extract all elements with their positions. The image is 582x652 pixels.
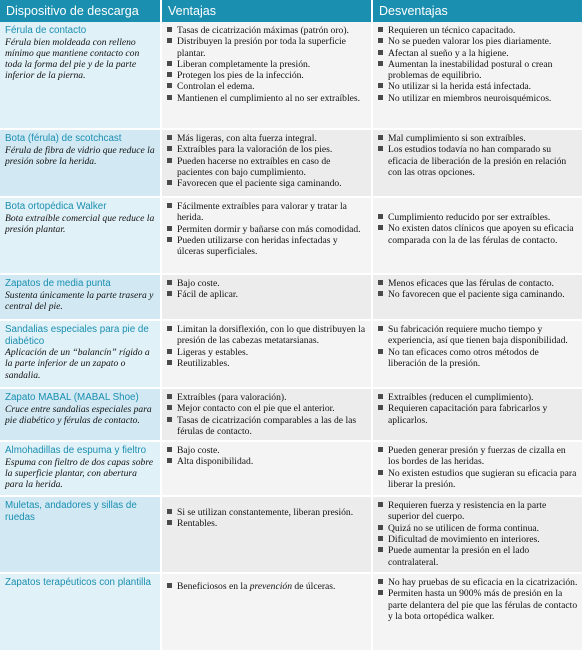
list-item-text: No favorecen que el paciente siga caminando. [388,289,565,301]
bullet-icon [167,237,172,242]
table-row [0,573,582,651]
device-cell [0,274,161,320]
list-item-text: No tan eficaces como otros métodos de liberación de la presión. [388,346,539,369]
bullet-icon [167,360,172,365]
list-item [378,534,578,545]
device-name: Sandalias especiales para pie de diabético [5,324,149,347]
list-item-text: Puede aumentar la presión en el lado contralateral. [388,545,530,568]
device-description: Espuma con fieltro de dos capas sobre la superficie plantar, con abertura para la herida. [5,456,153,491]
bullet-icon [167,509,172,514]
header-disadvantages: Desventajas [372,0,582,22]
list-item-text: Permiten hasta un 900% más de presión en la parte delantera del pie que las férulas de contacto y la bota ortopédica walker. [388,588,578,623]
list-item [378,212,578,223]
device-cell [0,22,161,129]
list-item-text: Bajo coste. [177,445,220,457]
list-item-text: Extraíbles (reducen el cumplimiento). [388,392,534,403]
list-item-text: Permiten dormir y bañarse con más comodidad. [177,223,361,235]
list-item [378,347,578,370]
table-header-row [0,0,582,22]
device-name: Bota ortopédica Walker [5,201,107,212]
table-row [0,129,582,197]
bullet-icon [378,579,383,584]
list-item-text: Fácil de aplicar. [177,289,239,301]
list-item [378,93,578,104]
bullet-icon [167,280,172,285]
device-name: Férula de contacto [5,25,87,36]
device-description: Bota extraíble comercial que reduce la presión plantar. [5,212,155,235]
list-item [167,289,367,300]
list-item [378,523,578,534]
list-item-text: Requieren capacitación para fabricarlos y aplicarlos. [388,403,548,426]
list-item [167,445,367,456]
advantages-cell [161,320,372,388]
disadvantages-cell [372,320,582,388]
list-item [378,133,578,144]
device-description: Cruce entre sandalias especiales para pie diabético y férulas de contacto. [5,403,152,426]
bullet-icon [167,326,172,331]
list-item-text: Pueden hacerse no extraíbles en caso de pacientes con bajo cumplimiento. [177,155,331,178]
list-item-text: Favorecen que el paciente siga caminando. [177,178,342,190]
list-item-text: Los estudios todavía no han comparado su eficacia de liberación de la presión en relación con las otras opciones. [388,144,567,178]
table-row [0,320,582,388]
device-name: Muletas, andadores y sillas de ruedas [5,500,137,523]
header-device: Dispositivo de descarga [0,0,161,22]
list-item-text: Si se utilizan constantemente, liberan presión. [177,507,354,519]
list-item [167,518,367,529]
bullet-icon [167,405,172,410]
disadvantages-cell [372,573,582,651]
list-item-text: Limitan la dorsiflexión, con lo que distribuyen la presión de las cabezas metatarsianas. [177,324,366,347]
list-item-text: Rentables. [177,518,218,530]
list-item [167,324,367,347]
list-item [167,144,367,155]
list-item [167,235,367,258]
disadvantages-cell [372,274,582,320]
bullet-icon [167,158,172,163]
list-item [378,59,578,82]
list-item-text: Tasas de cicatrización comparables a las de las férulas de contacto. [177,414,357,437]
bullet-icon [378,525,383,530]
list-item-text: Quizá no se utilicen de forma continua. [388,522,540,534]
advantages-cell [161,496,372,573]
list-item [167,358,367,369]
list-item [378,278,578,289]
bullet-icon [378,50,383,55]
advantages-cell [161,129,372,197]
list-item-text: No se pueden valorar los pies diariamente. [388,36,552,48]
bullet-icon [378,536,383,541]
list-item [378,289,578,300]
list-item [167,415,367,438]
list-item [167,201,367,224]
device-name: Zapatos terapéuticos con plantilla [5,577,151,589]
bullet-icon [167,583,172,588]
list-item-text: Extraíbles (para valoración). [177,392,287,403]
bullet-icon [378,547,383,552]
list-item-text: No hay pruebas de su eficacia en la cicatrización. [388,577,578,589]
bullet-icon [378,38,383,43]
advantages-cell [161,22,372,129]
list-item [378,577,578,588]
bullet-icon [378,291,383,296]
list-item [378,468,578,491]
bullet-icon [167,72,172,77]
list-item-text: Mantienen el cumplimiento al no ser extraíbles. [177,92,361,104]
advantages-cell [161,197,372,274]
list-item [167,403,367,414]
bullet-icon [167,61,172,66]
list-item [378,223,578,246]
list-item [167,278,367,289]
list-item-text: Fácilmente extraíbles para valorar y tratar la herida. [177,201,347,224]
disadvantages-cell [372,496,582,573]
list-item-text: Cumplimiento reducido por ser extraíbles. [388,212,551,223]
disadvantages-cell [372,197,582,274]
list-item [167,70,367,81]
bullet-icon [167,95,172,100]
list-item-text: Menos eficaces que las férulas de contacto. [388,278,554,289]
list-item [167,392,367,403]
list-item [378,445,578,468]
device-name: Zapatos de media punta [5,278,111,289]
bullet-icon [378,470,383,475]
list-item-text: Mejor contacto con el pie que el anterior. [177,403,335,415]
bullet-icon [378,27,383,32]
table-row [0,274,582,320]
bullet-icon [378,83,383,88]
list-item [167,133,367,144]
disadvantages-cell [372,388,582,441]
bullet-icon [378,502,383,507]
table-row [0,388,582,441]
list-item [378,48,578,59]
list-item-text: Protegen los pies de la infección. [177,70,304,82]
advantages-cell [161,388,372,441]
header-advantages: Ventajas [161,0,372,22]
bullet-icon [167,394,172,399]
device-cell [0,496,161,573]
bullet-icon [167,146,172,151]
bullet-icon [167,458,172,463]
bullet-icon [167,291,172,296]
list-item [378,500,578,523]
table-row [0,22,582,129]
bullet-icon [167,27,172,32]
list-item [378,36,578,47]
list-item-text: Ligeras y estables. [177,346,249,358]
device-description: Férula bien moldeada con relleno mínimo que mantiene contacto con toda la forma del pie y de la parte inferior de la pierna. [5,36,140,82]
list-item [378,324,578,347]
device-cell [0,388,161,441]
advantage-text-suffix: de úlceras. [292,581,336,593]
list-item-text: Alta disponibilidad. [177,456,254,468]
list-item-text: Pueden utilizarse con heridas infectadas y úlceras superficiales. [177,234,338,258]
list-item [378,545,578,568]
bullet-icon [167,447,172,452]
list-item [167,507,367,518]
list-item [167,224,367,235]
device-description: Sustenta únicamente la parte trasera y central del pie. [5,289,154,312]
bullet-icon [167,83,172,88]
list-item-text: Requieren un técnico capacitado. [388,25,516,36]
advantages-cell [161,441,372,496]
list-item [378,403,578,426]
list-item-text: Pueden generar presión y fuerzas de cizalla en los bordes de las heridas. [388,445,566,468]
list-item-text: Liberan completamente la presión. [177,58,311,70]
bullet-icon [167,349,172,354]
bullet-icon [167,417,172,422]
list-item [167,36,367,59]
list-item-text: Tasas de cicatrización máximas (patrón oro). [177,25,349,36]
bullet-icon [378,214,383,219]
device-name: Zapato MABAL (MABAL Shoe) [5,392,139,403]
list-item-text: Más ligeras, con alta fuerza integral. [177,133,317,144]
list-item-text: Bajo coste. [177,278,220,289]
list-item [378,392,578,403]
list-item-text: Reutilizables. [177,357,230,369]
list-item [167,581,367,592]
list-item [167,156,367,179]
disadvantages-cell [372,22,582,129]
bullet-icon [378,135,383,140]
list-item [378,144,578,178]
bullet-icon [378,61,383,66]
bullet-icon [167,38,172,43]
disadvantages-cell [372,441,582,496]
list-item-text: Distribuyen la presión por toda la superficie plantar. [177,36,346,59]
list-item-text: No utilizar si la herida está infectada. [388,81,532,93]
list-item [378,81,578,92]
list-item [167,178,367,189]
bullet-icon [167,135,172,140]
bullet-icon [378,447,383,452]
bullet-icon [378,95,383,100]
bullet-icon [167,226,172,231]
device-cell [0,441,161,496]
bullet-icon [167,180,172,185]
list-item-text: Mal cumplimiento si son extraíbles. [388,133,526,144]
list-item-text: Afectan al sueño y a la higiene. [388,47,509,59]
bullet-icon [378,349,383,354]
table-row [0,197,582,274]
bullet-icon [378,146,383,151]
bullet-icon [378,405,383,410]
device-cell [0,197,161,274]
list-item-text: Dificultad de movimiento en interiores. [388,534,540,546]
bullet-icon [167,520,172,525]
list-item-text: No utilizar en miembros neuroisquémicos. [388,92,552,104]
bullet-icon [378,394,383,399]
device-description: Aplicación de un “balancín” rígido a la parte inferior de un zapato o sandalia. [5,347,150,381]
device-cell [0,129,161,197]
list-item [167,456,367,467]
bullet-icon [167,203,172,208]
list-item-text: No existen estudios que sugieran su eficacia para liberar la presión. [388,467,577,491]
list-item [167,93,367,104]
list-item [167,81,367,92]
device-description: Férula de fibra de vidrio que reduce la presión sobre la herida. [5,144,155,167]
device-name: Almohadillas de espuma y fieltro [5,445,147,457]
device-cell [0,320,161,388]
bullet-icon [378,225,383,230]
advantages-cell [161,274,372,320]
advantage-text-prefix: Beneficiosos en la [177,581,250,593]
list-item [167,59,367,70]
list-item-text: Aumentan la inestabilidad postural o crean problemas de equilibrio. [388,58,553,82]
list-item-text: Extraíbles para la valoración de los pies. [177,144,333,156]
bullet-icon [378,280,383,285]
disadvantages-cell [372,129,582,197]
bullet-icon [378,326,383,331]
table-row [0,441,582,496]
list-item [167,347,367,358]
device-name: Bota (férula) de scotchcast [5,133,122,144]
list-item-text: Controlan el edema. [177,81,255,93]
device-cell [0,573,161,651]
list-item [378,25,578,36]
advantage-text-emphasis: prevención [249,581,292,593]
bullet-icon [378,590,383,595]
advantages-cell [161,573,372,651]
list-item [167,25,367,36]
list-item [378,588,578,622]
list-item-text: No existen datos clínicos que apoyen su eficacia comparada con la de las férulas de contacto. [388,223,574,246]
list-item-text: Requieren fuerza y resistencia en la parte superior del cuerpo. [388,500,547,523]
list-item-text: Su fabricación requiere mucho tiempo y experiencia, así que tienen baja disponibilidad. [388,324,568,347]
table-row [0,496,582,573]
